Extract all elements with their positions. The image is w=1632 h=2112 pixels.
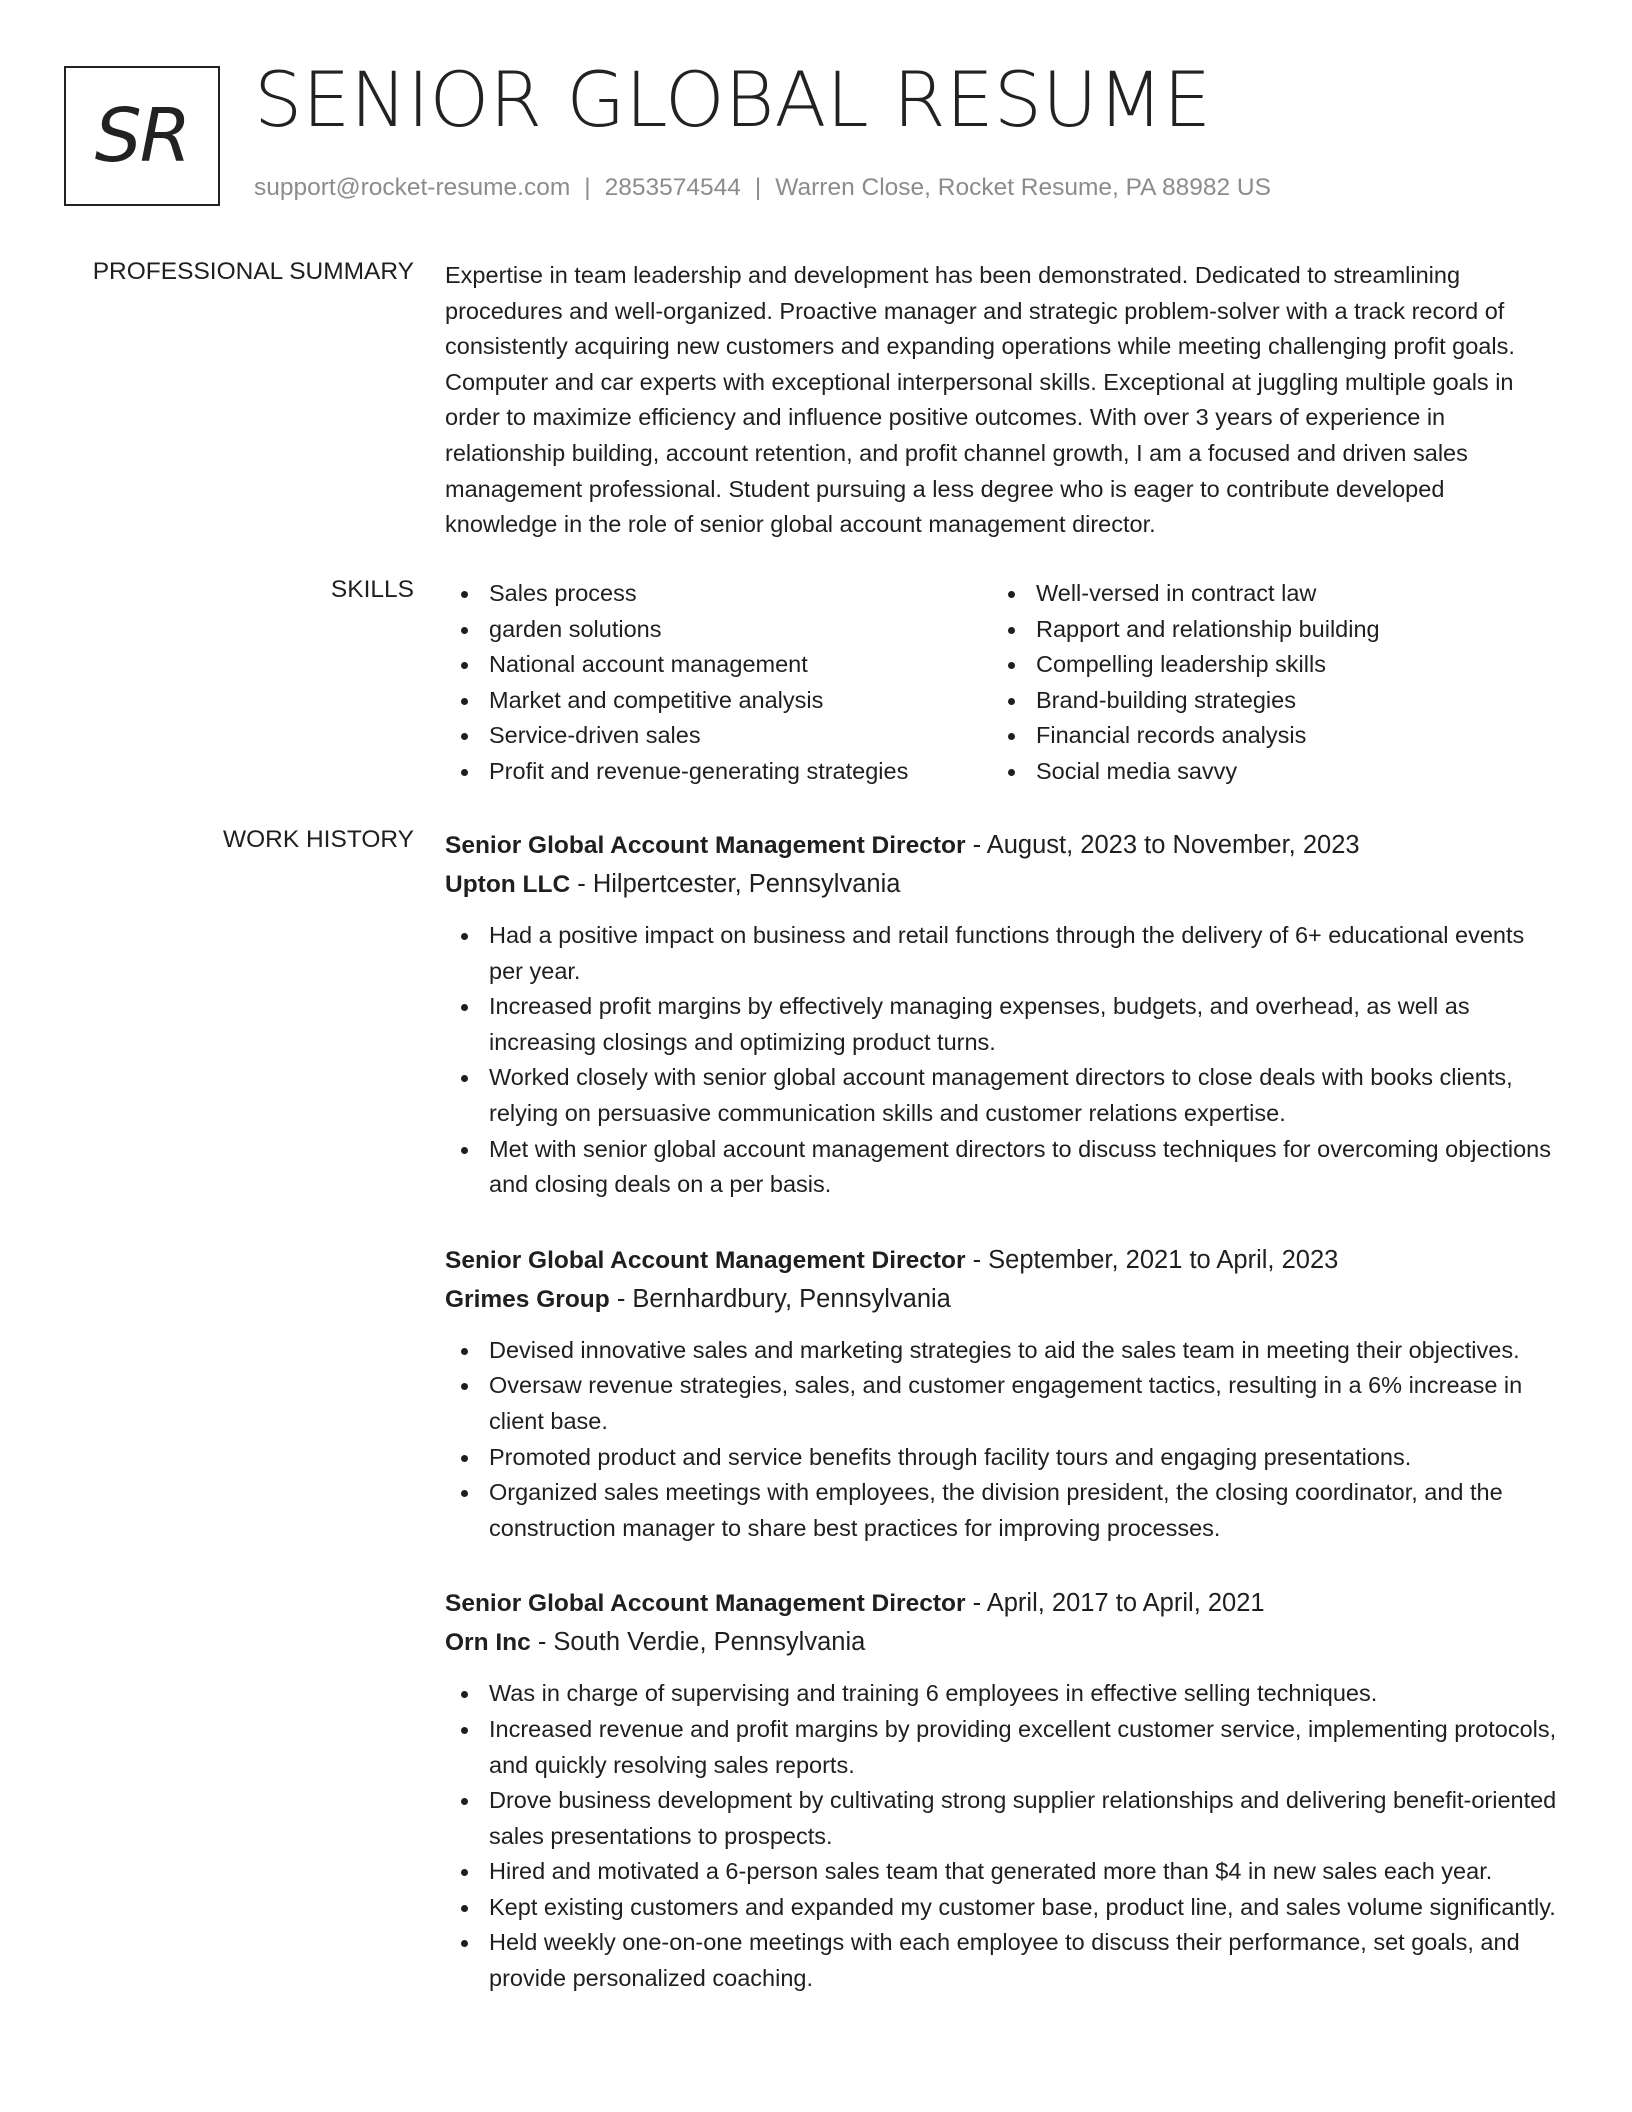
skills-columns (445, 576, 1560, 790)
job-bullet: Was in charge of supervising and training 6 employees in effective selling techniques. (445, 1676, 1560, 1712)
initials: SR (94, 93, 190, 179)
skill-item: Service-driven sales (445, 718, 992, 754)
skill-item: Profit and revenue-generating strategies (445, 754, 992, 790)
resume-name: SENIOR GLOBAL RESUME (254, 55, 1212, 144)
jobs-list (445, 826, 1560, 1997)
skill-item: Financial records analysis (992, 718, 1539, 754)
contact-email: support@rocket-resume.com (254, 174, 571, 201)
contact-phone: 2853574544 (604, 174, 741, 201)
skills-list-right (992, 576, 1539, 790)
skill-item: National account management (445, 647, 992, 683)
job-title: Senior Global Account Management Director (445, 832, 966, 859)
skill-item: Compelling leadership skills (992, 647, 1539, 683)
contact-line (254, 174, 1271, 202)
contact-separator: | (584, 174, 591, 201)
job-entry (445, 1584, 1560, 1996)
job-bullet: Hired and motivated a 6-person sales team that generated more than $4 in new sales each year. (445, 1854, 1560, 1890)
job-bullet: Increased revenue and profit margins by providing excellent customer service, implementing protocols, and quickly resolving sales reports. (445, 1712, 1560, 1783)
contact-address: Warren Close, Rocket Resume, PA 88982 US (775, 174, 1271, 201)
job-company-line (445, 865, 1560, 904)
skill-item: Brand-building strategies (992, 683, 1539, 719)
job-bullets (445, 1676, 1560, 1996)
work-history-heading: WORK HISTORY (222, 826, 414, 853)
skills-list-left (445, 576, 992, 790)
job-bullet: Kept existing customers and expanded my customer base, product line, and sales volume significantly. (445, 1890, 1560, 1926)
skill-item: Rapport and relationship building (992, 612, 1539, 648)
summary-text: Expertise in team leadership and development has been demonstrated. Dedicated to streamlining procedures and well-organized. Proactive manager and strategic problem-solver with a track record of consistently acquiring new customers and expanding operations while meeting challenging profit goals. Computer and car experts with exceptional interpersonal skills. Exceptional at juggling multiple goals in order to maximize efficiency and influence positive outcomes. With over 3 years of experience in relationship building, account retention, and profit channel growth, I am a focused and driven sales management professional. Student pursuing a less degree who is eager to contribute developed knowledge in the role of senior global account management director. (445, 262, 1515, 538)
job-bullets (445, 918, 1560, 1203)
job-company: Grimes Group (445, 1285, 610, 1313)
contact-separator: | (754, 174, 762, 201)
job-location: - Hilpertcester, Pennsylvania (570, 870, 901, 898)
job-company-line (445, 1280, 1560, 1319)
skills-heading: SKILLS (330, 576, 414, 603)
job-bullet: Devised innovative sales and marketing strategies to aid the sales team in meeting their objectives. (445, 1333, 1560, 1369)
job-bullet: Increased profit margins by effectively managing expenses, budgets, and overhead, as well as increasing closings and optimizing product turns. (445, 989, 1560, 1060)
job-location: - South Verdie, Pennsylvania (530, 1628, 866, 1657)
job-title-line (445, 826, 1560, 865)
job-title: Senior Global Account Management Director (445, 1246, 966, 1274)
job-bullet: Drove business development by cultivating strong supplier relationships and delivering benefit-oriented sales presentations to prospects. (445, 1783, 1560, 1854)
job-company-line (445, 1623, 1560, 1662)
job-bullet: Organized sales meetings with employees, the division president, the closing coordinator, and the construction manager to share best practices for improving processes. (445, 1475, 1560, 1546)
skill-item: Sales process (445, 576, 992, 612)
job-title-line (445, 1584, 1560, 1623)
job-location: - Bernhardbury, Pennsylvania (609, 1284, 951, 1313)
job-bullet: Held weekly one-on-one meetings with each employee to discuss their performance, set goals, and provide personalized coaching. (445, 1925, 1560, 1996)
job-entry (445, 826, 1560, 1203)
job-dates: - September, 2021 to April, 2023 (965, 1245, 1339, 1274)
job-title: Senior Global Account Management Director (445, 1590, 966, 1618)
job-bullets (445, 1333, 1560, 1547)
job-bullet: Promoted product and service benefits through facility tours and engaging presentations. (445, 1440, 1560, 1476)
skill-item: Market and competitive analysis (445, 683, 992, 719)
job-title-line (445, 1241, 1560, 1280)
job-entry (445, 1241, 1560, 1547)
summary-heading: PROFESSIONAL SUMMARY (92, 258, 414, 285)
job-company: Orn Inc (445, 1629, 531, 1657)
job-bullet: Worked closely with senior global account management directors to close deals with books clients, relying on persuasive communication skills and customer relations expertise. (445, 1060, 1560, 1131)
job-bullet: Oversaw revenue strategies, sales, and customer engagement tactics, resulting in a 6% increase in client base. (445, 1368, 1560, 1439)
job-company: Upton LLC (445, 871, 571, 898)
job-bullet: Had a positive impact on business and retail functions through the delivery of 6+ educational events per year. (445, 918, 1560, 989)
skill-item: Social media savvy (992, 754, 1539, 790)
skill-item: Well-versed in contract law (992, 576, 1539, 612)
skill-item: garden solutions (445, 612, 992, 648)
monogram-badge (64, 66, 220, 206)
job-bullet: Met with senior global account management directors to discuss techniques for overcoming objections and closing deals on a per basis. (445, 1132, 1560, 1203)
job-dates: - August, 2023 to November, 2023 (965, 831, 1360, 859)
job-dates: - April, 2017 to April, 2021 (965, 1589, 1265, 1618)
